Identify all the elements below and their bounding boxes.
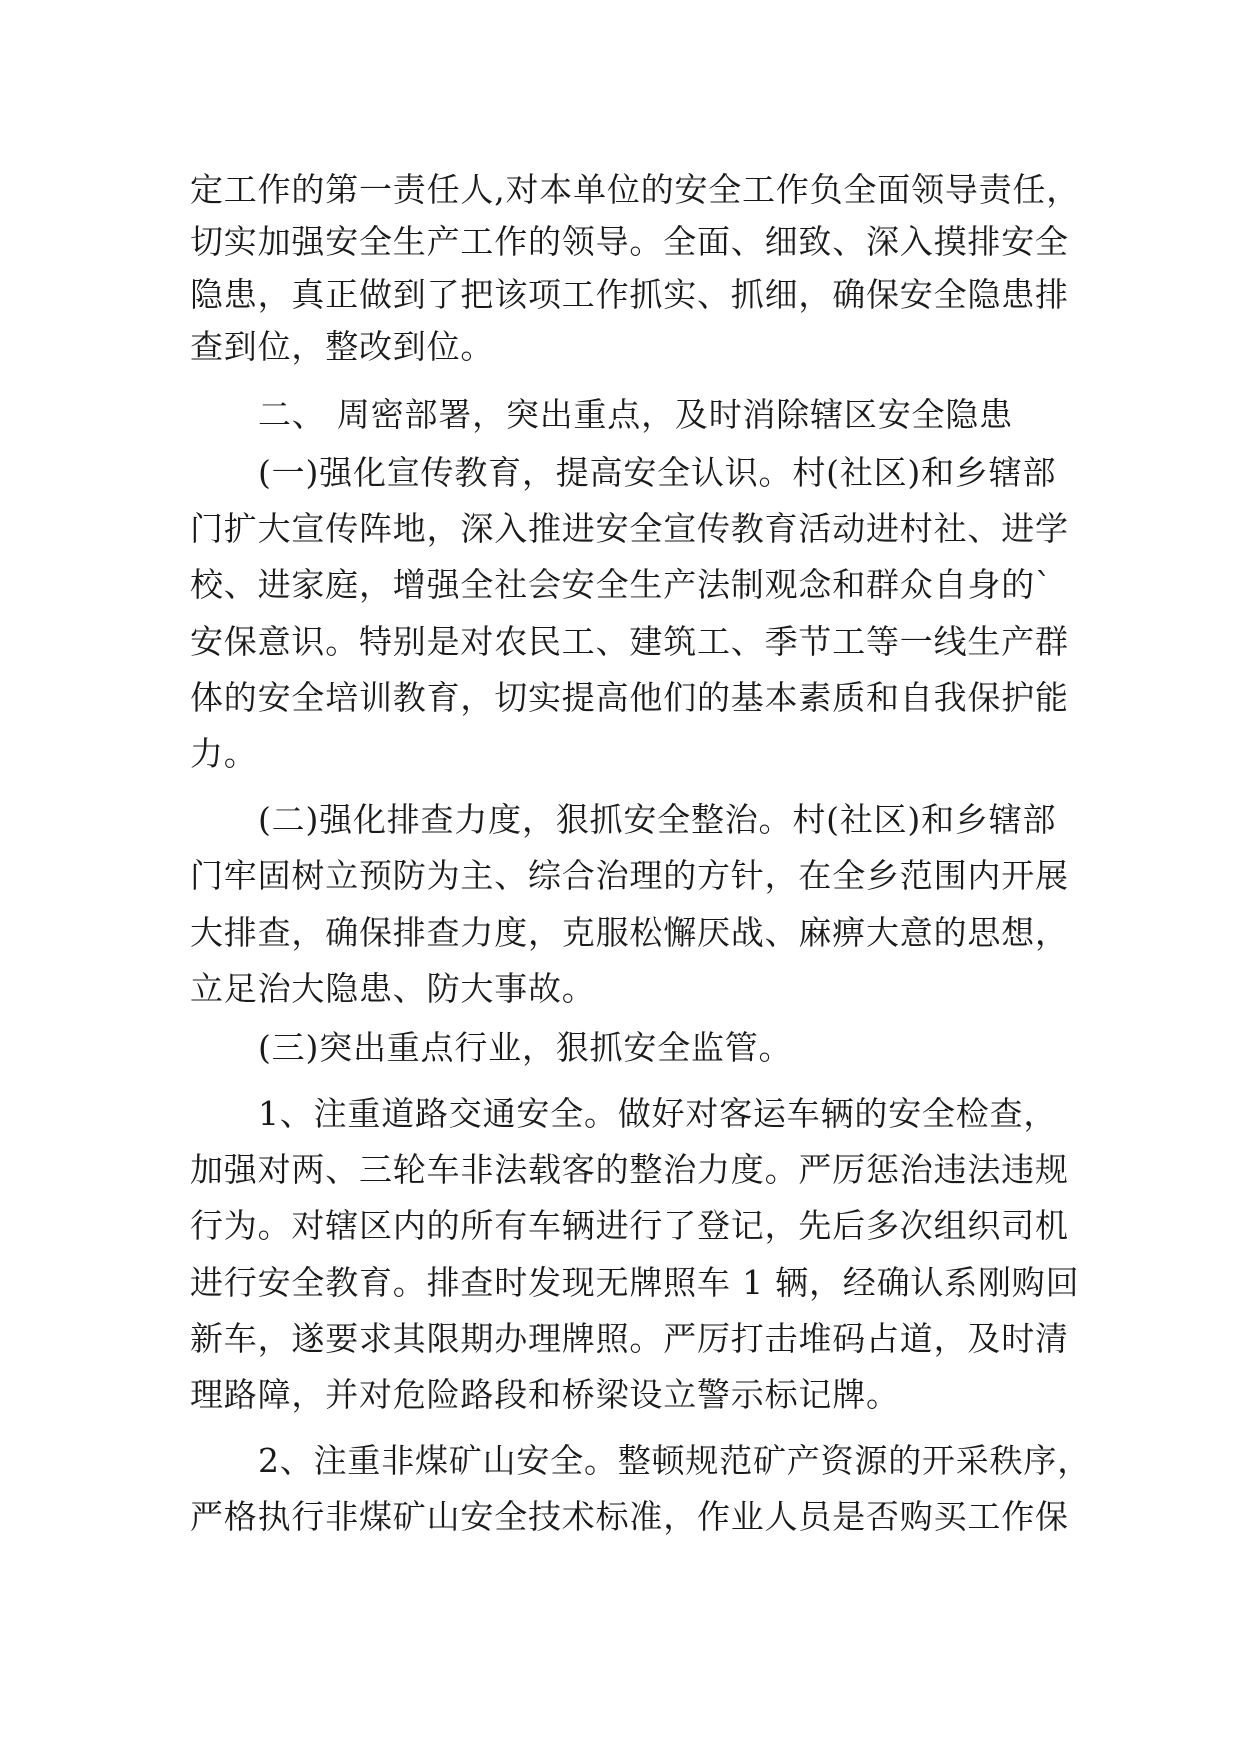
text-line-20: 进行安全教育。排查时发现无牌照车 1 辆，经确认系刚购回	[190, 1263, 1080, 1302]
text-line-18: 加强对两、三轮车非法载客的整治力度。严厉惩治违法违规	[190, 1150, 1069, 1189]
text-line-24: 严格执行非煤矿山安全技术标准，作业人员是否购买工作保	[190, 1497, 1069, 1536]
text-line-19: 行为。对辖区内的所有车辆进行了登记，先后多次组织司机	[190, 1206, 1069, 1245]
text-line-1: 定工作的第一责任人,对本单位的安全工作负全面领导责任，	[190, 170, 1081, 209]
text-line-15: 立足治大隐患、防大事故。	[190, 969, 596, 1008]
text-line-10: 体的安全培训教育，切实提高他们的基本素质和自我保护能	[190, 678, 1069, 717]
section-heading: 二、 周密部署，突出重点，及时消除辖区安全隐患	[258, 395, 1013, 434]
text-line-17: 1、注重道路交通安全。做好对客运车辆的安全检查，	[258, 1094, 1058, 1133]
text-line-12: (二)强化排查力度，狠抓安全整治。村(社区)和乡辖部	[258, 800, 1057, 839]
text-line-8: 校、进家庭，增强全社会安全生产法制观念和群众自身的`	[190, 565, 1053, 604]
text-line-11: 力。	[190, 734, 258, 773]
text-line-3: 隐患，真正做到了把该项工作抓实、抓细，确保安全隐患排	[190, 275, 1069, 314]
text-line-2: 切实加强安全生产工作的领导。全面、细致、深入摸排安全	[190, 222, 1069, 261]
text-line-9: 安保意识。特别是对农民工、建筑工、季节工等一线生产群	[190, 622, 1069, 661]
text-line-21: 新车，遂要求其限期办理牌照。严厉打击堆码占道，及时清	[190, 1319, 1069, 1358]
text-line-23: 2、注重非煤矿山安全。整顿规范矿产资源的开采秩序，	[258, 1441, 1091, 1480]
text-line-6: (一)强化宣传教育，提高安全认识。村(社区)和乡辖部	[258, 453, 1057, 492]
text-line-16: (三)突出重点行业，狠抓安全监管。	[258, 1028, 793, 1067]
text-line-4: 查到位，整改到位。	[190, 327, 495, 366]
text-line-7: 门扩大宣传阵地，深入推进安全宣传教育活动进村社、进学	[190, 509, 1069, 548]
text-line-22: 理路障，并对危险路段和桥梁设立警示标记牌。	[190, 1375, 900, 1414]
text-line-14: 大排查，确保排查力度，克服松懈厌战、麻痹大意的思想，	[190, 913, 1069, 952]
text-line-13: 门牢固树立预防为主、综合治理的方针，在全乡范围内开展	[190, 856, 1069, 895]
